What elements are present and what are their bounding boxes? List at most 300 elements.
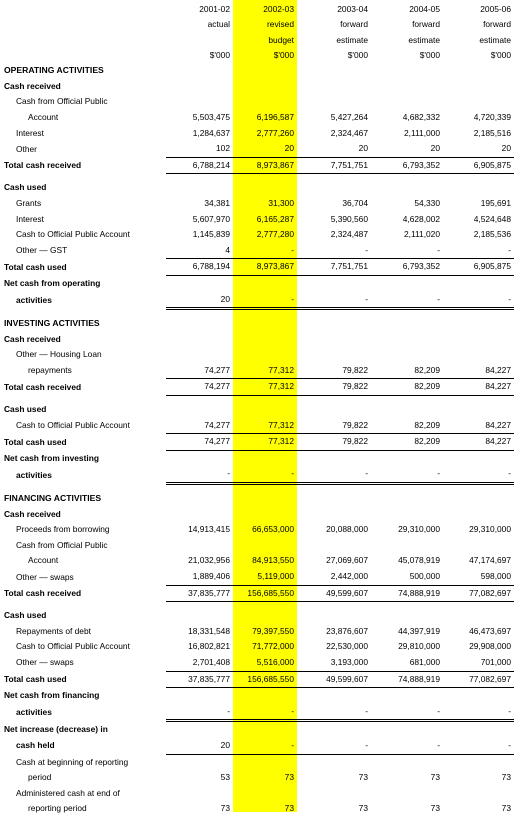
row-label: Cash used bbox=[4, 404, 47, 415]
table-row bbox=[0, 363, 514, 379]
row-label: FINANCING ACTIVITIES bbox=[4, 493, 102, 504]
header-row bbox=[0, 17, 514, 32]
table-row bbox=[0, 704, 514, 721]
value-cell: 73 bbox=[501, 772, 511, 783]
value-cell: 1,284,637 bbox=[192, 127, 230, 138]
value-cell bbox=[443, 332, 514, 348]
value-cell: 77,082,697 bbox=[443, 671, 514, 688]
column-header-cell: revised bbox=[267, 19, 294, 30]
table-row bbox=[0, 553, 514, 569]
value-cell bbox=[166, 688, 233, 704]
value-cell bbox=[233, 608, 297, 624]
row-label: Total cash received bbox=[4, 588, 82, 599]
column-header-cell: actual bbox=[207, 19, 230, 30]
value-cell: 5,607,970 bbox=[192, 213, 230, 224]
value-cell bbox=[297, 180, 371, 196]
value-cell: 4,524,648 bbox=[473, 213, 511, 224]
value-cell bbox=[233, 94, 297, 110]
row-label: Net increase (decrease) in bbox=[4, 724, 108, 735]
row-label: Cash to Official Public Account bbox=[16, 420, 130, 431]
value-cell bbox=[297, 402, 371, 418]
value-cell bbox=[371, 332, 443, 348]
row-label: Total cash received bbox=[4, 381, 82, 392]
row-label: activities bbox=[16, 295, 52, 305]
value-cell: 49,599,607 bbox=[297, 671, 371, 688]
value-cell: 6,196,587 bbox=[256, 111, 294, 122]
table-row bbox=[0, 522, 514, 538]
value-cell bbox=[443, 721, 514, 738]
value-cell: 7,751,751 bbox=[297, 157, 371, 174]
value-cell: 84,913,550 bbox=[252, 555, 294, 566]
value-cell: 195,691 bbox=[480, 197, 511, 208]
value-cell: - bbox=[166, 704, 233, 721]
value-cell bbox=[233, 309, 297, 317]
value-cell bbox=[443, 79, 514, 95]
value-cell: 74,888,919 bbox=[371, 671, 443, 688]
value-cell: 77,312 bbox=[233, 434, 297, 451]
value-cell: 8,973,867 bbox=[233, 157, 297, 174]
value-cell: 84,227 bbox=[485, 419, 511, 430]
value-cell: - bbox=[233, 704, 297, 721]
value-cell: 77,082,697 bbox=[443, 585, 514, 602]
table-row bbox=[0, 347, 514, 363]
value-cell bbox=[297, 316, 371, 332]
value-cell: 73 bbox=[284, 772, 294, 783]
value-cell: 20 bbox=[284, 143, 294, 154]
value-cell bbox=[443, 180, 514, 196]
value-cell: 156,685,550 bbox=[233, 585, 297, 602]
table-row bbox=[0, 402, 514, 418]
value-cell bbox=[443, 347, 514, 363]
value-cell bbox=[233, 491, 297, 507]
row-label: Administered cash at end of bbox=[16, 787, 120, 798]
value-cell: 5,119,000 bbox=[257, 571, 294, 581]
value-cell: 82,209 bbox=[414, 364, 440, 375]
value-cell bbox=[371, 402, 443, 418]
value-cell bbox=[371, 754, 443, 770]
value-cell: 74,277 bbox=[204, 364, 230, 375]
value-cell: 27,069,607 bbox=[326, 555, 368, 566]
value-cell bbox=[371, 491, 443, 507]
value-cell: 3,193,000 bbox=[330, 656, 368, 667]
value-cell bbox=[166, 491, 233, 507]
value-cell: - bbox=[437, 244, 440, 255]
value-cell: 6,905,875 bbox=[443, 259, 514, 276]
row-label: Net cash from investing bbox=[4, 452, 99, 463]
value-cell: - bbox=[508, 244, 511, 255]
table-row bbox=[0, 196, 514, 212]
value-cell bbox=[233, 332, 297, 348]
value-cell bbox=[166, 347, 233, 363]
table-row bbox=[0, 655, 514, 671]
value-cell: - bbox=[443, 466, 514, 483]
value-cell: - bbox=[371, 466, 443, 483]
value-cell bbox=[443, 63, 514, 79]
value-cell bbox=[443, 402, 514, 418]
value-cell bbox=[233, 180, 297, 196]
value-cell: 1,145,839 bbox=[192, 229, 230, 240]
table-row bbox=[0, 688, 514, 704]
column-header-cell: forward bbox=[412, 19, 440, 30]
value-cell: 6,788,214 bbox=[166, 157, 233, 174]
table-row bbox=[0, 671, 514, 688]
value-cell bbox=[233, 450, 297, 466]
value-cell bbox=[233, 79, 297, 95]
spacer-row bbox=[0, 484, 514, 492]
value-cell bbox=[371, 484, 443, 492]
table-row bbox=[0, 227, 514, 243]
row-label: Other — swaps bbox=[16, 657, 74, 668]
table-row bbox=[0, 786, 514, 802]
value-cell bbox=[443, 507, 514, 523]
column-header-cell: $'000 bbox=[273, 49, 294, 60]
value-cell bbox=[233, 538, 297, 554]
column-header-cell: 2003-04 bbox=[337, 4, 368, 14]
value-cell: 2,442,000 bbox=[330, 571, 368, 581]
value-cell bbox=[371, 316, 443, 332]
value-cell bbox=[297, 608, 371, 624]
value-cell bbox=[233, 507, 297, 523]
value-cell: 84,227 bbox=[485, 364, 511, 375]
row-label: activities bbox=[16, 469, 52, 480]
value-cell bbox=[443, 484, 514, 492]
value-cell: 46,473,697 bbox=[469, 625, 511, 636]
table-row bbox=[0, 316, 514, 332]
value-cell: 16,802,821 bbox=[188, 641, 230, 652]
value-cell: 14,913,415 bbox=[188, 524, 230, 535]
value-cell: 37,835,777 bbox=[166, 585, 233, 602]
value-cell: 74,277 bbox=[166, 379, 233, 396]
row-label: Cash at beginning of reporting bbox=[16, 756, 129, 767]
row-label: Proceeds from borrowing bbox=[16, 524, 110, 535]
value-cell bbox=[166, 309, 233, 317]
table-row bbox=[0, 721, 514, 738]
column-header-cell bbox=[166, 33, 233, 48]
value-cell: 44,397,919 bbox=[398, 625, 440, 636]
value-cell bbox=[166, 484, 233, 492]
header-spacer bbox=[0, 2, 166, 17]
row-label: Cash from Official Public bbox=[16, 539, 108, 550]
table-row bbox=[0, 585, 514, 602]
value-cell: 73 bbox=[430, 803, 440, 814]
table-row bbox=[0, 418, 514, 434]
row-label: Cash received bbox=[4, 80, 61, 91]
value-cell bbox=[166, 608, 233, 624]
value-cell bbox=[297, 309, 371, 317]
row-label: Total cash used bbox=[4, 261, 67, 272]
value-cell bbox=[166, 507, 233, 523]
row-label: cash held bbox=[16, 740, 55, 751]
value-cell: 6,905,875 bbox=[443, 157, 514, 174]
value-cell: 79,822 bbox=[297, 379, 371, 396]
value-cell bbox=[443, 538, 514, 554]
column-header-cell: 2005-06 bbox=[480, 4, 511, 14]
row-label: Repayments of debt bbox=[16, 625, 91, 636]
row-label: Total cash used bbox=[4, 436, 67, 447]
value-cell: 79,822 bbox=[342, 419, 368, 430]
value-cell: 21,032,956 bbox=[188, 555, 230, 566]
value-cell: 73 bbox=[358, 803, 368, 814]
header-row bbox=[0, 33, 514, 48]
row-label: repayments bbox=[28, 365, 72, 376]
value-cell bbox=[166, 450, 233, 466]
value-cell bbox=[233, 786, 297, 802]
value-cell: 73 bbox=[284, 803, 294, 814]
value-cell bbox=[371, 275, 443, 291]
value-cell bbox=[233, 688, 297, 704]
table-row bbox=[0, 450, 514, 466]
value-cell: 77,312 bbox=[268, 419, 294, 430]
table-row bbox=[0, 466, 514, 483]
value-cell bbox=[443, 94, 514, 110]
value-cell: 77,312 bbox=[268, 364, 294, 375]
value-cell bbox=[443, 786, 514, 802]
table-row bbox=[0, 259, 514, 276]
value-cell: 36,704 bbox=[342, 197, 368, 208]
value-cell: 47,174,697 bbox=[469, 555, 511, 566]
header-row bbox=[0, 48, 514, 63]
value-cell: - bbox=[233, 292, 297, 309]
column-header-cell: $'000 bbox=[209, 49, 230, 60]
value-cell bbox=[371, 94, 443, 110]
value-cell bbox=[371, 180, 443, 196]
cash-flow-table bbox=[0, 2, 514, 817]
value-cell: 79,822 bbox=[297, 434, 371, 451]
column-header-cell: estimate bbox=[479, 34, 511, 45]
header-spacer bbox=[0, 33, 166, 48]
column-header-cell: forward bbox=[483, 19, 511, 30]
value-cell: 23,876,607 bbox=[326, 625, 368, 636]
value-cell: 6,165,287 bbox=[256, 213, 294, 224]
row-label: Cash to Official Public Account bbox=[16, 641, 130, 652]
value-cell bbox=[297, 347, 371, 363]
table-row bbox=[0, 538, 514, 554]
value-cell: - bbox=[297, 738, 371, 754]
value-cell bbox=[297, 484, 371, 492]
value-cell: 20 bbox=[166, 292, 233, 309]
value-cell: - bbox=[443, 704, 514, 721]
header-spacer bbox=[0, 48, 166, 63]
table-row bbox=[0, 379, 514, 396]
table-row bbox=[0, 624, 514, 640]
table-row bbox=[0, 94, 514, 110]
table-row bbox=[0, 608, 514, 624]
table-row bbox=[0, 212, 514, 228]
column-header-cell: 2004-05 bbox=[409, 4, 440, 14]
value-cell: 8,973,867 bbox=[233, 259, 297, 276]
value-cell: 73 bbox=[220, 803, 230, 814]
table-row bbox=[0, 754, 514, 770]
value-cell: 20,088,000 bbox=[326, 524, 368, 535]
value-cell: 4 bbox=[225, 244, 230, 255]
value-cell: 2,324,487 bbox=[330, 229, 368, 240]
value-cell: 6,793,352 bbox=[371, 157, 443, 174]
table-row bbox=[0, 738, 514, 754]
value-cell bbox=[443, 491, 514, 507]
value-cell: 74,277 bbox=[166, 434, 233, 451]
value-cell: 66,653,000 bbox=[252, 524, 294, 535]
value-cell bbox=[166, 316, 233, 332]
value-cell: 20 bbox=[430, 143, 440, 154]
value-cell: - bbox=[371, 292, 443, 309]
row-label: Total cash used bbox=[4, 674, 67, 685]
value-cell bbox=[166, 275, 233, 291]
value-cell: 82,209 bbox=[371, 379, 443, 396]
table-body bbox=[0, 63, 514, 817]
value-cell bbox=[166, 754, 233, 770]
value-cell bbox=[297, 450, 371, 466]
value-cell: 73 bbox=[501, 803, 511, 814]
value-cell: 156,685,550 bbox=[233, 671, 297, 688]
value-cell bbox=[371, 79, 443, 95]
value-cell bbox=[297, 754, 371, 770]
value-cell bbox=[371, 786, 443, 802]
table-row bbox=[0, 770, 514, 786]
column-header-cell: $'000 bbox=[490, 49, 511, 60]
row-label: Other bbox=[16, 143, 37, 154]
value-cell: 34,381 bbox=[204, 197, 230, 208]
value-cell: 2,777,280 bbox=[256, 229, 294, 240]
value-cell bbox=[166, 79, 233, 95]
value-cell bbox=[371, 347, 443, 363]
value-cell bbox=[233, 275, 297, 291]
table-row bbox=[0, 180, 514, 196]
value-cell: 681,000 bbox=[409, 656, 440, 667]
value-cell: 6,793,352 bbox=[371, 259, 443, 276]
value-cell: - bbox=[297, 704, 371, 721]
value-cell: - bbox=[297, 466, 371, 483]
value-cell: 79,397,550 bbox=[252, 625, 294, 636]
row-label: Net cash from financing bbox=[4, 690, 100, 701]
value-cell: - bbox=[166, 466, 233, 483]
value-cell: 2,111,020 bbox=[403, 229, 440, 240]
value-cell bbox=[166, 94, 233, 110]
value-cell: 4,682,332 bbox=[402, 111, 440, 122]
row-label: Other — swaps bbox=[16, 571, 74, 582]
value-cell bbox=[297, 721, 371, 738]
row-label: period bbox=[28, 772, 52, 783]
table-row bbox=[0, 110, 514, 126]
column-header-cell: 2001-02 bbox=[199, 4, 230, 14]
column-header-cell: estimate bbox=[408, 34, 440, 45]
row-label bbox=[0, 484, 166, 492]
value-cell: 2,185,536 bbox=[473, 229, 511, 240]
table-row bbox=[0, 79, 514, 95]
value-cell bbox=[297, 491, 371, 507]
row-label: Other — Housing Loan bbox=[16, 349, 102, 360]
value-cell bbox=[443, 754, 514, 770]
row-label: OPERATING ACTIVITIES bbox=[4, 65, 104, 76]
table-header bbox=[0, 2, 514, 63]
row-label: Cash used bbox=[4, 610, 47, 621]
value-cell: 500,000 bbox=[409, 571, 440, 581]
value-cell: - bbox=[365, 244, 368, 255]
value-cell: 20 bbox=[501, 143, 511, 154]
value-cell bbox=[297, 94, 371, 110]
value-cell: 74,888,919 bbox=[371, 585, 443, 602]
value-cell: 77,312 bbox=[233, 379, 297, 396]
value-cell: 84,227 bbox=[443, 379, 514, 396]
value-cell: 29,908,000 bbox=[469, 641, 511, 652]
header-row bbox=[0, 2, 514, 17]
value-cell bbox=[297, 332, 371, 348]
value-cell: 5,390,560 bbox=[330, 213, 368, 224]
row-label: Interest bbox=[16, 127, 44, 138]
column-header-cell: $'000 bbox=[419, 49, 440, 60]
row-label: Cash from Official Public bbox=[16, 96, 108, 107]
value-cell bbox=[297, 538, 371, 554]
table-row bbox=[0, 491, 514, 507]
value-cell: 74,277 bbox=[204, 419, 230, 430]
value-cell: 6,788,194 bbox=[166, 259, 233, 276]
row-label: Cash to Official Public Account bbox=[16, 229, 130, 240]
table-row bbox=[0, 141, 514, 157]
value-cell: 5,516,000 bbox=[256, 656, 294, 667]
value-cell: 22,530,000 bbox=[326, 641, 368, 652]
value-cell bbox=[233, 347, 297, 363]
value-cell bbox=[233, 754, 297, 770]
spacer-row bbox=[0, 309, 514, 317]
table-row bbox=[0, 157, 514, 174]
value-cell: - bbox=[371, 738, 443, 754]
table-row bbox=[0, 292, 514, 309]
value-cell: 5,427,264 bbox=[330, 111, 368, 122]
table-row bbox=[0, 507, 514, 523]
value-cell: 2,777,260 bbox=[256, 127, 294, 138]
value-cell: 598,000 bbox=[480, 571, 511, 581]
value-cell bbox=[166, 721, 233, 738]
value-cell bbox=[166, 786, 233, 802]
value-cell: - bbox=[443, 738, 514, 754]
value-cell bbox=[297, 79, 371, 95]
value-cell: 37,835,777 bbox=[166, 671, 233, 688]
value-cell bbox=[443, 309, 514, 317]
column-header-cell: 2002-03 bbox=[263, 4, 294, 14]
row-label: Account bbox=[28, 555, 59, 566]
value-cell: - bbox=[233, 466, 297, 483]
value-cell bbox=[371, 608, 443, 624]
value-cell: 20 bbox=[358, 143, 368, 154]
value-cell: 18,331,548 bbox=[188, 625, 230, 636]
value-cell bbox=[297, 688, 371, 704]
value-cell bbox=[371, 450, 443, 466]
value-cell: 54,330 bbox=[414, 197, 440, 208]
value-cell: 79,822 bbox=[342, 364, 368, 375]
value-cell: 4,720,339 bbox=[473, 111, 511, 122]
table-row bbox=[0, 569, 514, 585]
value-cell bbox=[297, 275, 371, 291]
table-row bbox=[0, 126, 514, 142]
value-cell bbox=[166, 63, 233, 79]
value-cell: - bbox=[443, 292, 514, 309]
row-label: Other — GST bbox=[16, 245, 68, 256]
value-cell bbox=[297, 507, 371, 523]
value-cell bbox=[443, 275, 514, 291]
value-cell: 1,889,406 bbox=[192, 571, 230, 581]
table-row bbox=[0, 63, 514, 79]
value-cell bbox=[297, 786, 371, 802]
table-row bbox=[0, 275, 514, 291]
value-cell: 73 bbox=[430, 772, 440, 783]
value-cell: 82,209 bbox=[371, 434, 443, 451]
value-cell bbox=[371, 507, 443, 523]
value-cell: - bbox=[297, 292, 371, 309]
value-cell: - bbox=[233, 738, 297, 754]
row-label: Cash received bbox=[4, 508, 61, 519]
value-cell bbox=[233, 402, 297, 418]
value-cell bbox=[233, 484, 297, 492]
value-cell bbox=[443, 608, 514, 624]
